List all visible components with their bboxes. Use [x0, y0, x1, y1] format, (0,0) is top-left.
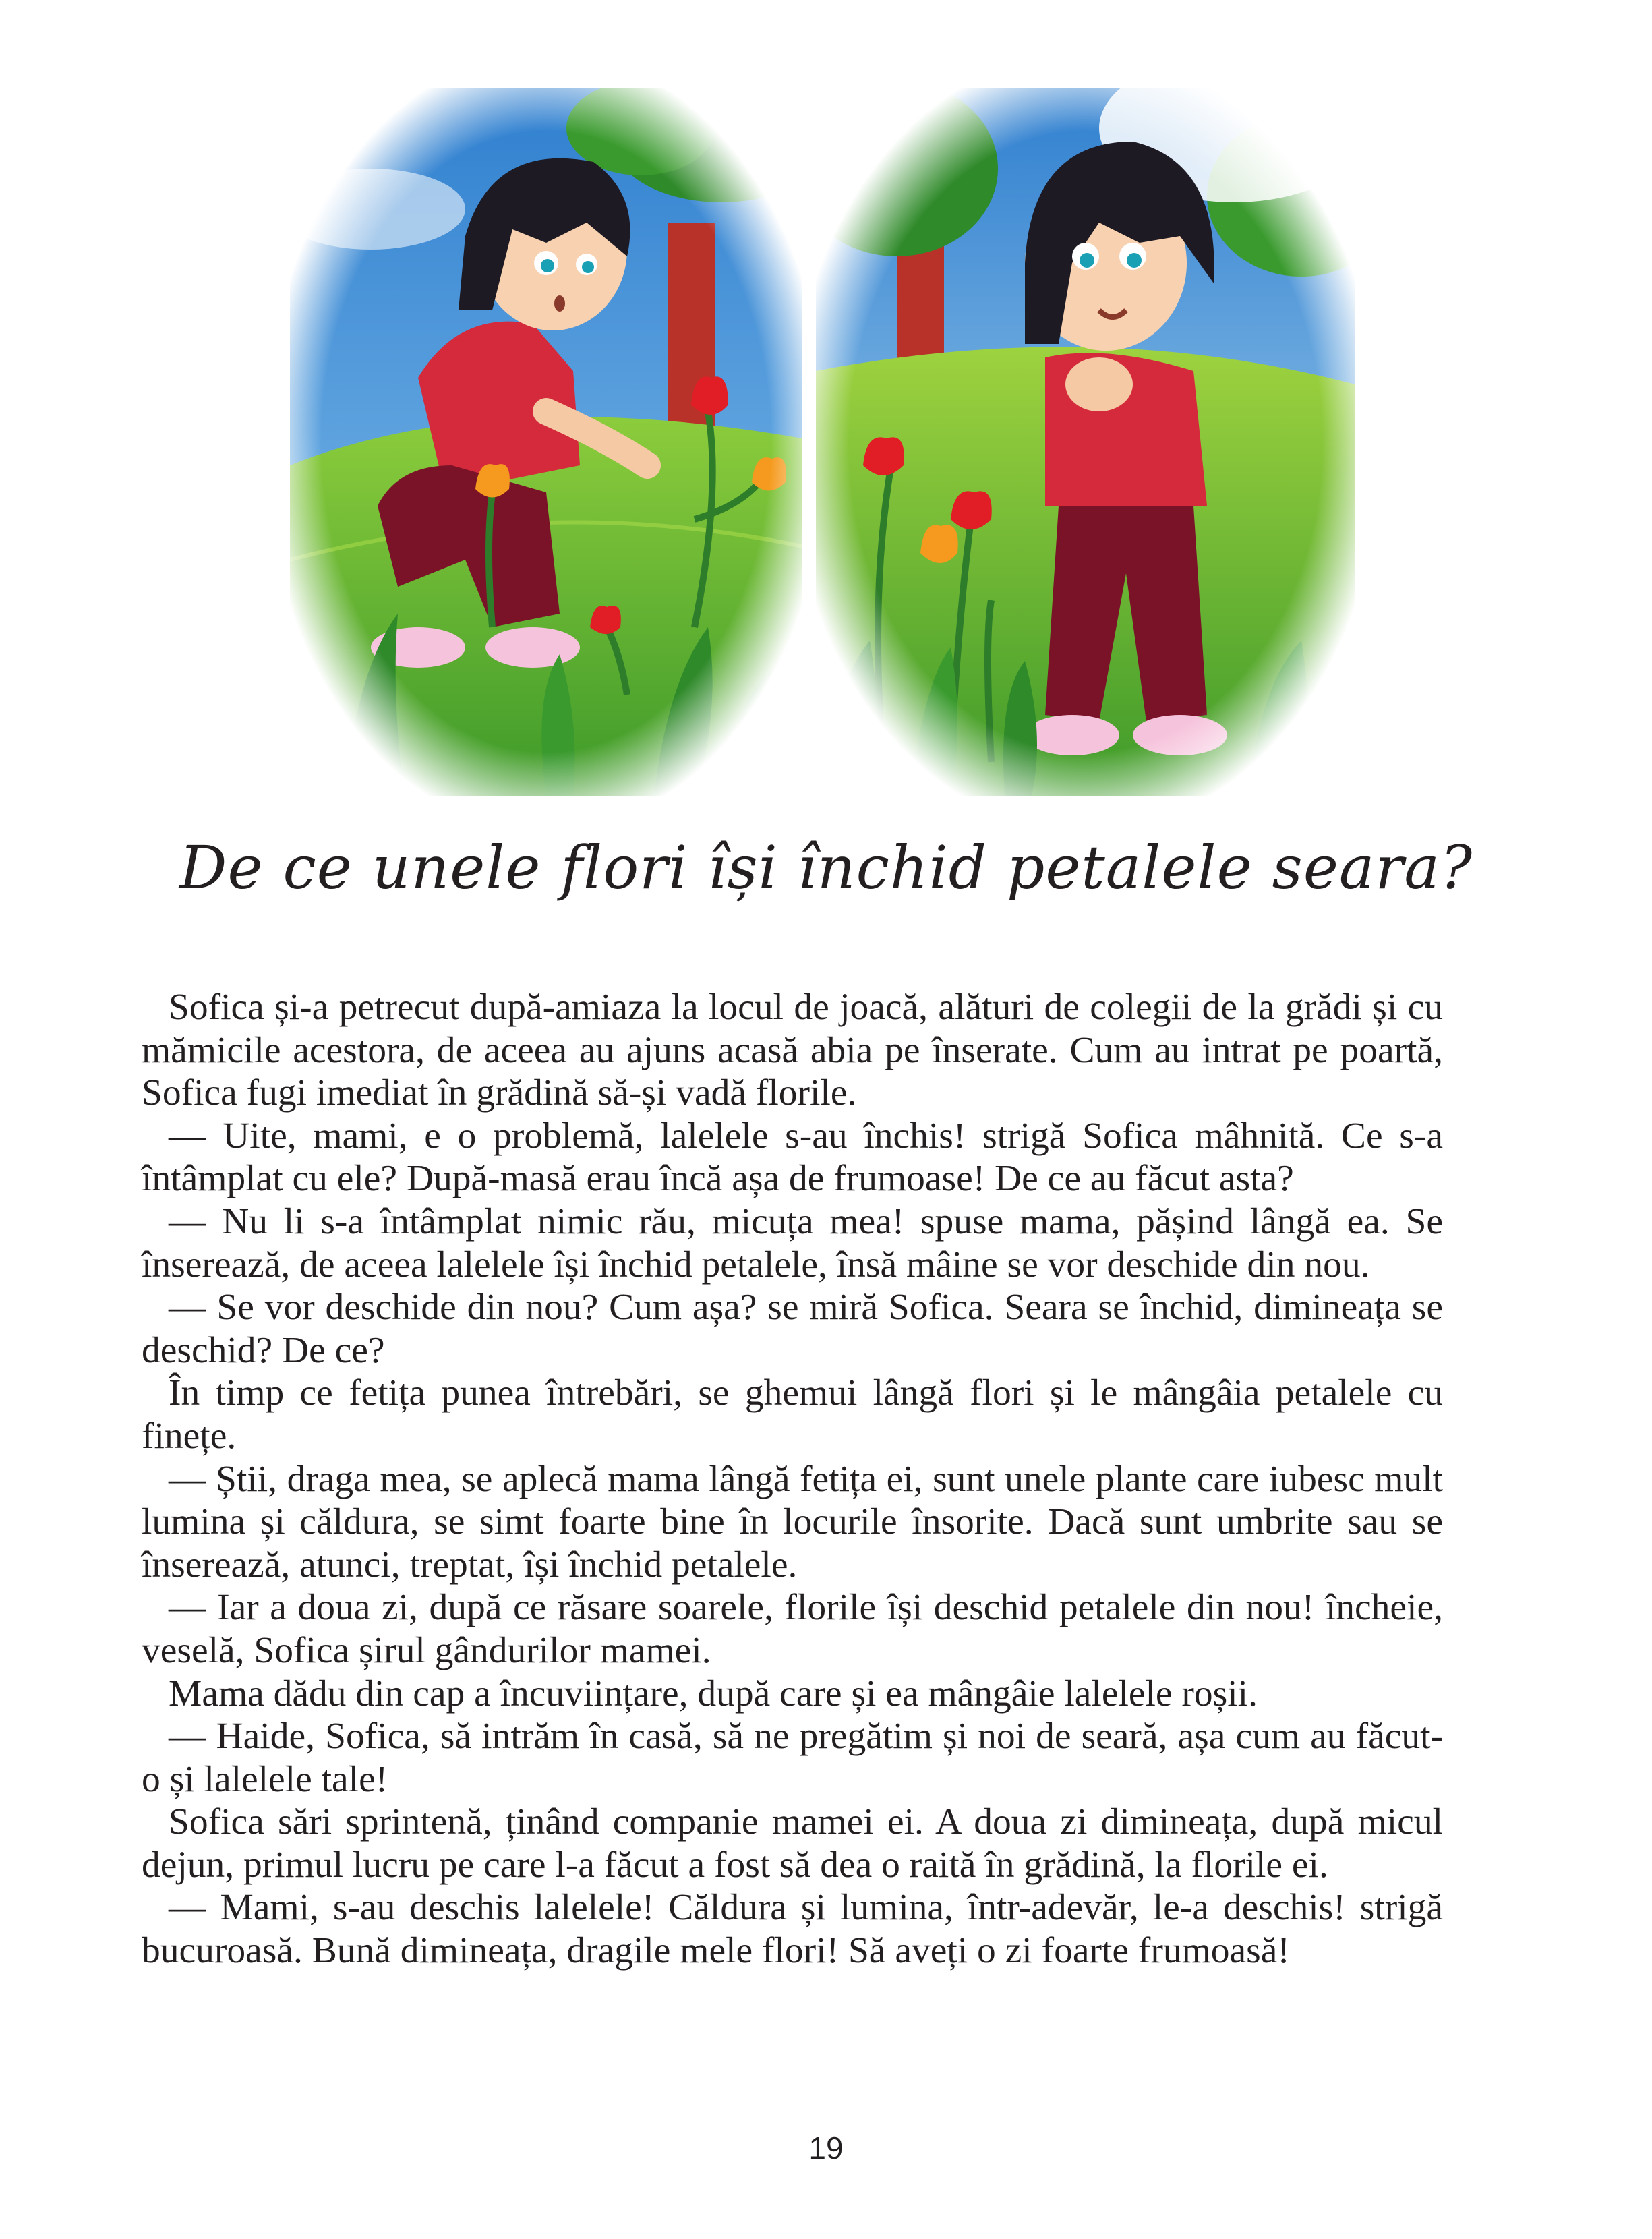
paragraph: — Mami, s-au deschis lalelele! Căldura și lumina, într-adevăr, le-a deschis! strigă bucuroasă. Bună dimineața, dragile mele flori! Să aveți o zi foarte frumoasă! [142, 1887, 1443, 1972]
paragraph: Mama dădu din cap a încuviințare, după care și ea mângâie lalelele roșii. [169, 1673, 1258, 1714]
paragraph: — Uite, mami, e o problemă, lalelele s-au închis! strigă Sofica mâhnită. Ce s-a întâmplat cu ele? După-masă erau încă așa de frumoase! De ce au făcut asta? [142, 1115, 1443, 1200]
girl-smiling-illustration [816, 88, 1355, 796]
paragraph: — Nu li s-a întâmplat nimic rău, micuța mea! spuse mama, pășind lângă ea. Se înserează, de aceea lalelele își închid petalele, însă mâine se vor deschide din nou. [142, 1200, 1443, 1285]
illustration-left [290, 88, 802, 796]
paragraph: — Se vor deschide din nou? Cum așa? se miră Sofica. Seara se închid, dimineața se deschid? De ce? [142, 1287, 1443, 1371]
girl-crouching-illustration [290, 88, 802, 796]
story-title: De ce unele flori își închid petalele seara? [179, 833, 1473, 902]
paragraph: Sofica și-a petrecut după-amiaza la locul de joacă, alături de colegii de la grădi și cu mămicile acestora, de aceea au ajuns acasă abia pe înserate. Cum au intrat pe poartă, Sofica fugi imediat în grădină să-și vadă florile. [142, 987, 1443, 1114]
illustration-right [816, 88, 1355, 796]
panel-divider [808, 94, 813, 789]
paragraph: — Iar a doua zi, după ce răsare soarele, florile își deschid petalele din nou! încheie, veselă, Sofica șirul gândurilor mamei. [142, 1587, 1443, 1671]
page-number: 19 [808, 2130, 844, 2165]
story-body [142, 986, 1443, 1973]
paragraph: Sofica sări sprintenă, ținând companie mamei ei. A doua zi dimineața, după micul dejun, primul lucru pe care l-a făcut a fost să dea o raită în grădină, la florile ei. [142, 1801, 1443, 1886]
paragraph: În timp ce fetița punea întrebări, se ghemui lângă flori și le mângâia petalele cu finețe. [142, 1372, 1443, 1457]
paragraph: — Știi, draga mea, se aplecă mama lângă fetița ei, sunt unele plante care iubesc mult lumina și căldura, se simt foarte bine în locurile însorite. Dacă sunt umbrite sau se înserează, atunci, treptat, își închid petalele. [142, 1458, 1443, 1586]
illustrations [290, 88, 1362, 796]
paragraph: — Haide, Sofica, să intrăm în casă, să ne pregătim și noi de seară, așa cum au făcut-o și lalelele tale! [142, 1716, 1443, 1800]
